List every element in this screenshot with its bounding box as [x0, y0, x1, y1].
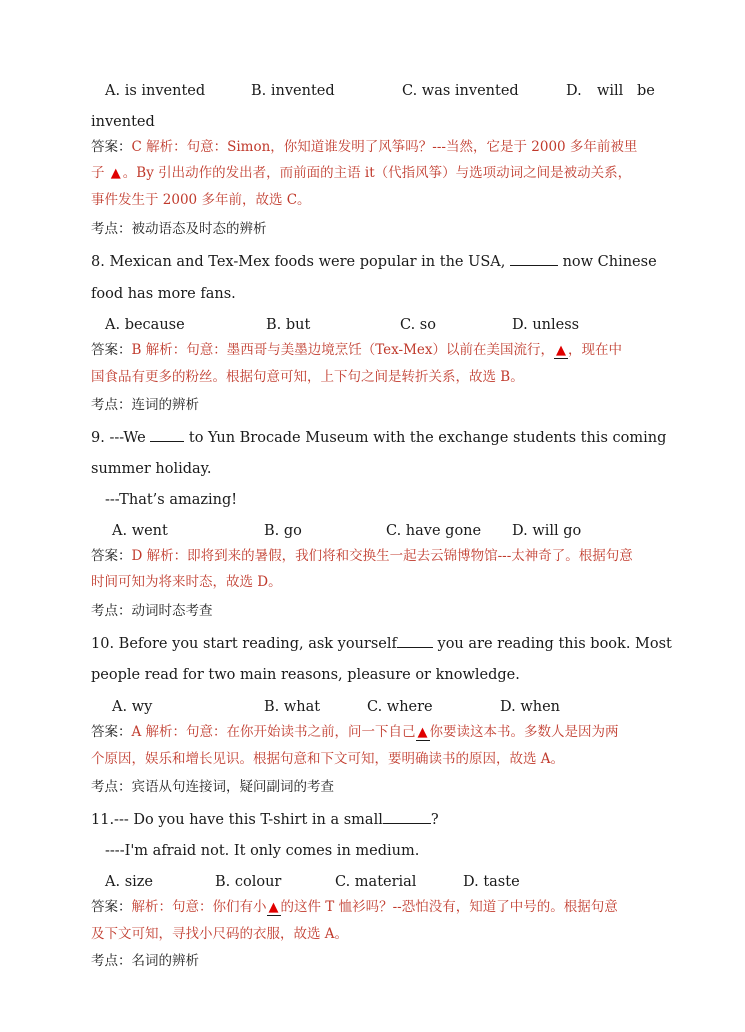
- q8-blank: [510, 265, 558, 266]
- warning-triangle-icon: ▲: [110, 166, 121, 181]
- answer-label: 答案：: [91, 139, 132, 155]
- q8-answer-line2: 国食品有更多的粉丝。根据句意可知，上下句之间是转折关系，故选 B。: [91, 369, 524, 385]
- q8-answer-line1a: B 解析：句意：墨西哥与美墨边境烹饪（Tex-Mex）以前在美国流行，: [131, 342, 555, 358]
- q9-stem-part2: to Yun Brocade Museum with the exchange students this coming: [188, 430, 667, 446]
- q9-option-b: B. go: [264, 523, 302, 539]
- warning-triangle-icon: ▲: [556, 343, 567, 358]
- q11-stem-part2: ?: [430, 812, 439, 828]
- q11-knowledge-point: 考点：名词的辨析: [91, 953, 199, 969]
- q9-stem-line3: ---That’s amazing!: [105, 492, 238, 508]
- q10-stem-part1: 10. Before you start reading, ask yourself: [91, 636, 397, 652]
- q10-option-d: D. when: [500, 699, 560, 715]
- q10-option-b: B. what: [264, 699, 321, 715]
- answer-label: 答案：: [91, 724, 132, 740]
- q7-answer-line2b: 。By 引出动作的发出者，而前面的主语 it（代指风筝）与选项动词之间是被动关系，: [122, 165, 632, 181]
- q11-stem-part1: 11.--- Do you have this T-shirt in a small: [91, 812, 383, 828]
- q9-answer-line2: 时间可知为将来时态，故选 D。: [91, 574, 282, 590]
- q7-knowledge-point: 考点：被动语态及时态的辨析: [91, 221, 267, 237]
- q8-option-d: D. unless: [512, 317, 580, 333]
- q7-answer: [91, 134, 657, 213]
- q9-option-d: D. will go: [512, 523, 582, 539]
- answer-label: 答案：: [91, 342, 132, 358]
- q7-option-d-letter: D.: [566, 83, 582, 99]
- q11-blank: [383, 823, 431, 824]
- q9-option-c: C. have gone: [386, 523, 482, 539]
- warning-triangle-icon: ▲: [268, 900, 279, 915]
- q11-option-b: B. colour: [215, 874, 282, 890]
- q8-stem-part1: 8. Mexican and Tex-Mex foods were popular in the USA,: [91, 254, 506, 270]
- q9-blank: [150, 441, 184, 442]
- answer-label: 答案：: [91, 899, 132, 915]
- q9-stem-line1: [91, 428, 667, 448]
- q9-knowledge-point: 考点：动词时态考查: [91, 603, 213, 619]
- q11-stem-line2: ----I'm afraid not. It only comes in medium.: [105, 843, 420, 859]
- q8-answer-line1b: ，现在中: [568, 342, 623, 358]
- q8-stem-line2: food has more fans.: [91, 286, 236, 302]
- q10-answer-line2: 个原因，娱乐和增长见识。根据句意和下文可知，要明确读书的原因，故选 A。: [91, 751, 565, 767]
- q7-answer-line1: C 解析：句意：Simon，你知道谁发明了风筝吗？---当然，它是于 2000 多年前被里: [131, 139, 638, 155]
- q8-stem-line1: [91, 252, 657, 272]
- q10-option-c: C. where: [367, 699, 433, 715]
- q11-answer: [91, 894, 657, 947]
- q8-answer: [91, 337, 657, 390]
- q7-option-d-word2: be: [637, 83, 655, 99]
- q8-knowledge-point: 考点：连词的辨析: [91, 397, 199, 413]
- q7-option-b: B. invented: [251, 83, 335, 99]
- q9-answer: [91, 543, 657, 595]
- q7-option-a: A. is invented: [105, 83, 206, 99]
- q8-option-b: B. but: [266, 317, 311, 333]
- q10-stem-part2: you are reading this book. Most: [437, 636, 672, 652]
- q7-option-d-word1: will: [597, 83, 624, 99]
- q11-answer-line2: 及下文可知，寻找小尺码的衣服，故选 A。: [91, 926, 349, 942]
- q10-answer: [91, 719, 657, 772]
- q8-stem-part2: now Chinese: [562, 254, 657, 270]
- answer-label: 答案：: [91, 548, 132, 564]
- q7-option-d-wrap: invented: [91, 114, 155, 130]
- q10-blank: [397, 647, 433, 648]
- q10-answer-line1a: A 解析：句意：在你开始读书之前，问一下自己: [131, 724, 416, 740]
- q9-stem-part1: 9. ---We: [91, 430, 146, 446]
- q10-option-a: A. wy: [112, 699, 153, 715]
- warning-triangle-icon: ▲: [417, 725, 428, 740]
- q11-option-c: C. material: [335, 874, 417, 890]
- q11-answer-line1b: 的这件 T 恤衫吗？--恐怕没有，知道了中号的。根据句意: [280, 899, 618, 915]
- q11-option-a: A. size: [105, 874, 153, 890]
- q10-stem-line2: people read for two main reasons, pleasure or knowledge.: [91, 667, 520, 683]
- q10-knowledge-point: 考点：宾语从句连接词，疑问副词的考查: [91, 779, 334, 795]
- q11-answer-line1a: 解析：句意：你们有小: [131, 899, 267, 915]
- q11-option-d: D. taste: [463, 874, 520, 890]
- q9-option-a: A. went: [112, 523, 168, 539]
- q8-option-c: C. so: [400, 317, 436, 333]
- q7-answer-line3: 事件发生于 2000 多年前，故选 C。: [91, 192, 311, 208]
- q7-answer-line2a: 子: [91, 165, 105, 181]
- q7-option-c: C. was invented: [402, 83, 519, 99]
- q9-answer-line1: D 解析：即将到来的暑假，我们将和交换生一起去云锦博物馆---太神奇了。根据句意: [131, 548, 633, 564]
- q8-option-a: A. because: [105, 317, 185, 333]
- q10-stem-line1: [91, 634, 672, 654]
- q11-stem-line1: [91, 810, 653, 830]
- q10-answer-line1b: 你要读这本书。多数人是因为两: [429, 724, 619, 740]
- q9-stem-line2: summer holiday.: [91, 461, 212, 477]
